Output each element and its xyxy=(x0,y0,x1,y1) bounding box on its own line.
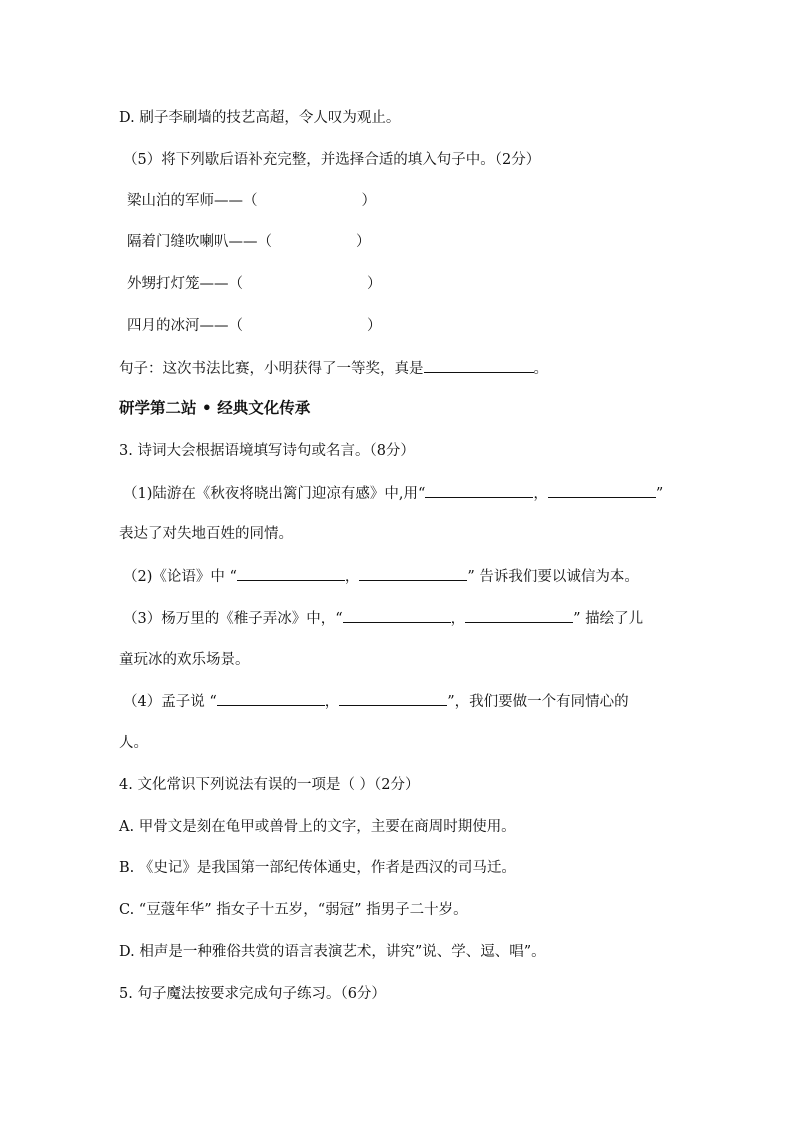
q4-option-c: C. “豆蔻年华” 指女子十五岁，“弱冠” 指男子二十岁。 xyxy=(119,902,468,918)
q3-1-blank-b[interactable] xyxy=(548,483,656,498)
q3-3-blank-a[interactable] xyxy=(343,608,451,623)
q4-option-b: B. 《史记》是我国第一部纪传体通史，作者是西汉的司马迁。 xyxy=(119,860,516,876)
q3-4-blank-a[interactable] xyxy=(217,691,325,706)
q3-part-3-cont: 童玩冰的欢乐场景。 xyxy=(119,652,250,668)
q3-prompt: 3. 诗词大会根据语境填写诗句或名言。（8分） xyxy=(119,443,415,459)
q3-3-blank-b[interactable] xyxy=(465,608,573,623)
q3-4-blank-b[interactable] xyxy=(339,691,447,706)
q2-option-d: D. 刷子李刷墙的技艺高超，令人叹为观止。 xyxy=(119,110,401,126)
q4-prompt: 4. 文化常识下列说法有误的一项是（ ）（2分） xyxy=(119,777,420,793)
idiom-item-4: 四月的冰河——（ ） xyxy=(127,318,382,334)
q3-part-4-cont: 人。 xyxy=(119,735,148,751)
q3-part-4: （4）孟子说 “ ， ”，我们要做一个有同情心的 xyxy=(123,691,629,712)
q3-1-blank-a[interactable] xyxy=(425,483,533,498)
q3-2-blank-a[interactable] xyxy=(237,566,345,581)
q3-part-1: （1)陆游在《秋夜将晓出篱门迎凉有感》中,用“ ， ” xyxy=(123,483,663,504)
idiom-answer-blank[interactable] xyxy=(424,358,534,373)
q4-option-a: A. 甲骨文是刻在龟甲或兽骨上的文字，主要在商周时期使用。 xyxy=(119,819,516,835)
q3-part-3: （3）杨万里的《稚子弄冰》中，“ ， ” 描绘了儿 xyxy=(123,608,643,629)
q4-option-d: D. 相声是一种雅俗共赏的语言表演艺术，讲究”说、学、逗、唱”。 xyxy=(119,944,546,960)
section-2-title: 研学第二站 • 经典文化传承 xyxy=(119,398,311,417)
q3-part-2: （2)《论语》中 “ ， ” 告诉我们要以诚信为本。 xyxy=(123,566,639,587)
idiom-item-1-text: 梁山泊的军师——（ xyxy=(127,193,258,209)
idiom-item-1: 梁山泊的军师——（ ） xyxy=(127,193,376,209)
q3-part-1-cont: 表达了对失地百姓的同情。 xyxy=(119,526,293,542)
idiom-item-3-text: 外甥打灯笼——（ xyxy=(127,276,243,292)
q5-prompt: 5. 句子魔法按要求完成句子练习。（6分） xyxy=(119,986,386,1002)
idiom-item-2-text: 隔着门缝吹喇叭——（ xyxy=(127,234,272,250)
idiom-item-3: 外甥打灯笼——（ ） xyxy=(127,276,382,292)
idiom-item-4-text: 四月的冰河——（ xyxy=(127,318,243,334)
idiom-item-2: 隔着门缝吹喇叭——（ ） xyxy=(127,234,371,250)
idiom-sentence: 句子：这次书法比赛，小明获得了一等奖，真是 。 xyxy=(119,358,548,379)
q2-5-prompt: （5）将下列歇后语补充完整，并选择合适的填入句子中。（2分） xyxy=(123,152,541,168)
q3-2-blank-b[interactable] xyxy=(359,566,467,581)
